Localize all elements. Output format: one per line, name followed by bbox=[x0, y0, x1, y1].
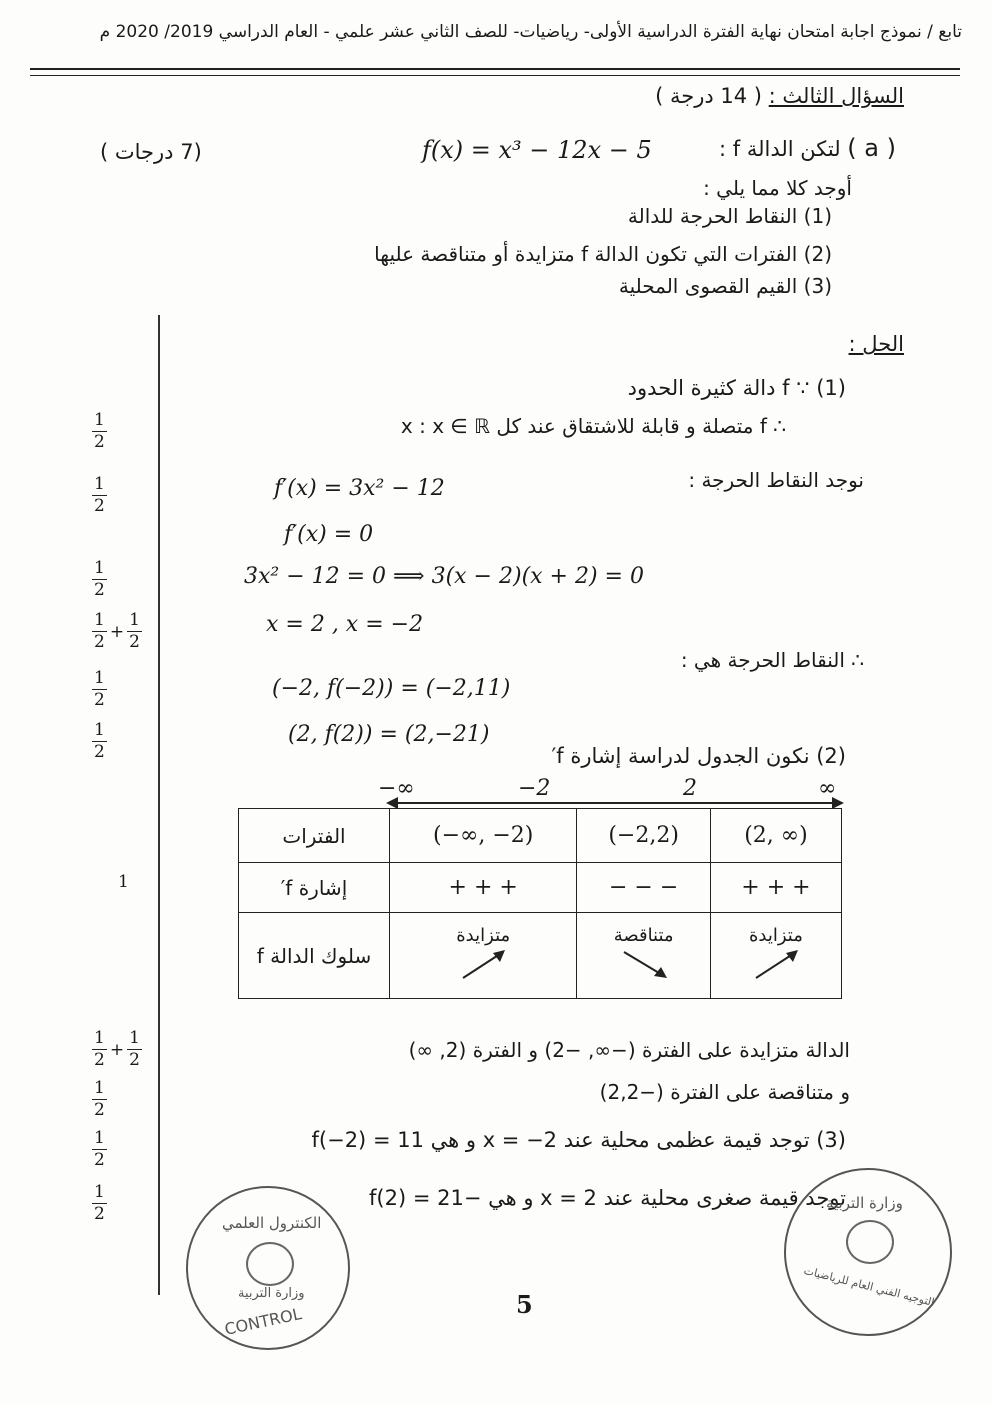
step1-line1: (1) ∵ f دالة كثيرة الحدود bbox=[627, 376, 846, 400]
critical-point-2: (2, f(2)) = (2,−21) bbox=[288, 722, 490, 747]
up-right-arrow-icon bbox=[746, 946, 806, 982]
emblem-icon bbox=[846, 1220, 894, 1264]
question-total: ( 14 درجة ) bbox=[655, 84, 762, 108]
emblem-icon bbox=[246, 1242, 294, 1286]
number-line bbox=[380, 776, 850, 810]
item-3: (3) القيم القصوى المحلية bbox=[618, 274, 832, 298]
axis-label-neg-inf: −∞ bbox=[378, 776, 415, 801]
step3-max: (3) توجد قيمة عظمى محلية عند x = −2 و هي 11 = f(−2) bbox=[311, 1128, 846, 1152]
step2-intro: (2) نكون الجدول لدراسة إشارة f′ bbox=[551, 744, 846, 768]
sign-table bbox=[238, 808, 842, 999]
function-definition: f(x) = x³ − 12x − 5 bbox=[422, 136, 652, 164]
table-row bbox=[239, 809, 842, 863]
item-1: (1) النقاط الحرجة للدالة bbox=[627, 204, 832, 228]
down-right-arrow-icon bbox=[614, 946, 674, 982]
mark-one: 1 bbox=[118, 872, 129, 892]
row-header-behavior: سلوك الدالة f bbox=[239, 913, 390, 999]
factor-eq: 3x² − 12 = 0 ⟹ 3(x − 2)(x + 2) = 0 bbox=[244, 564, 644, 589]
item-2: (2) الفترات التي تكون الدالة f متزايدة أو متناقصة عليها bbox=[374, 242, 832, 266]
critical-points-label: ∴ النقاط الحرجة هي : bbox=[680, 648, 864, 672]
roots-eq: x = 2 , x = −2 bbox=[266, 612, 424, 637]
sign-3: + + + bbox=[710, 863, 841, 913]
derivative-zero-eq: f′(x) = 0 bbox=[284, 522, 374, 547]
mark-half: $\frac{1}{2}$ bbox=[94, 720, 105, 762]
behavior-cell-1 bbox=[390, 913, 577, 999]
up-right-arrow-icon bbox=[453, 946, 513, 982]
ministry-stamp: وزارة التربية التوجيه الفني العام للرياضيات bbox=[784, 1168, 952, 1336]
row-header-intervals: الفترات bbox=[239, 809, 390, 863]
sign-1: + + + bbox=[390, 863, 577, 913]
critical-point-1: (−2, f(−2)) = (−2,11) bbox=[272, 676, 511, 701]
part-points: (7 درجات ) bbox=[100, 140, 202, 164]
header-rule-thick bbox=[30, 68, 960, 70]
step1-line2: ∴ f متصلة و قابلة للاشتقاق عند كل x : x ∈ ℝ bbox=[400, 414, 786, 438]
mark-half-plus-half: $\frac{1}{2}$ + $\frac{1}{2}$ bbox=[94, 1028, 140, 1070]
sign-2: − − − bbox=[577, 863, 710, 913]
mark-half-plus-half: $\frac{1}{2}$ + $\frac{1}{2}$ bbox=[94, 610, 140, 652]
interval-1: (−∞, −2) bbox=[390, 809, 577, 863]
solution-label: الحل : bbox=[848, 332, 904, 356]
mark-half: $\frac{1}{2}$ bbox=[94, 1078, 105, 1120]
part-label: ( a ) bbox=[847, 134, 896, 162]
control-stamp: الكنترول العلمي وزارة التربية CONTROL bbox=[186, 1186, 350, 1350]
mark-half: $\frac{1}{2}$ bbox=[94, 474, 105, 516]
page-header: تابع / نموذج اجابة امتحان نهاية الفترة الدراسية الأولى- رياضيات- للصف الثاني عشر علمي - العام الدراسي 2019/ 2020 م bbox=[99, 22, 962, 42]
mark-half: $\frac{1}{2}$ bbox=[94, 1128, 105, 1170]
row-header-sign: إشارة f′ bbox=[239, 863, 390, 913]
axis-label-neg-2: −2 bbox=[518, 776, 551, 801]
behavior-cell-2 bbox=[577, 913, 710, 999]
behavior-2: متناقصة bbox=[613, 925, 674, 946]
question-heading bbox=[655, 84, 904, 108]
find-instruction: أوجد كلا مما يلي : bbox=[703, 176, 852, 200]
behavior-1: متزايدة bbox=[456, 925, 511, 946]
mark-half: $\frac{1}{2}$ bbox=[94, 558, 105, 600]
interval-2: (−2,2) bbox=[577, 809, 710, 863]
margin-line bbox=[158, 315, 160, 1295]
conclusion-increasing: الدالة متزايدة على الفترة (−∞, −2) و الفترة (2, ∞) bbox=[408, 1038, 850, 1062]
part-a-line bbox=[719, 134, 896, 162]
table-row bbox=[239, 913, 842, 999]
find-critical-label: نوجد النقاط الحرجة : bbox=[688, 468, 864, 492]
step3-min: توجد قيمة صغرى محلية عند x = 2 و هي −21 = f(2) bbox=[369, 1186, 846, 1210]
header-rule-thin bbox=[30, 75, 960, 76]
conclusion-decreasing: و متناقصة على الفترة (−2,2) bbox=[599, 1080, 850, 1104]
mark-half: $\frac{1}{2}$ bbox=[94, 410, 105, 452]
derivative-eq: f′(x) = 3x² − 12 bbox=[274, 476, 445, 501]
axis-label-2: 2 bbox=[683, 776, 697, 801]
part-intro: لتكن الدالة f : bbox=[719, 137, 841, 161]
mark-half: $\frac{1}{2}$ bbox=[94, 1182, 105, 1224]
page-number: 5 bbox=[516, 1290, 533, 1319]
interval-3: (2, ∞) bbox=[710, 809, 841, 863]
behavior-cell-3 bbox=[710, 913, 841, 999]
behavior-3: متزايدة bbox=[748, 925, 803, 946]
question-title: السؤال الثالث : bbox=[768, 84, 904, 108]
mark-half: $\frac{1}{2}$ bbox=[94, 668, 105, 710]
axis-label-inf: ∞ bbox=[818, 776, 837, 801]
table-row bbox=[239, 863, 842, 913]
